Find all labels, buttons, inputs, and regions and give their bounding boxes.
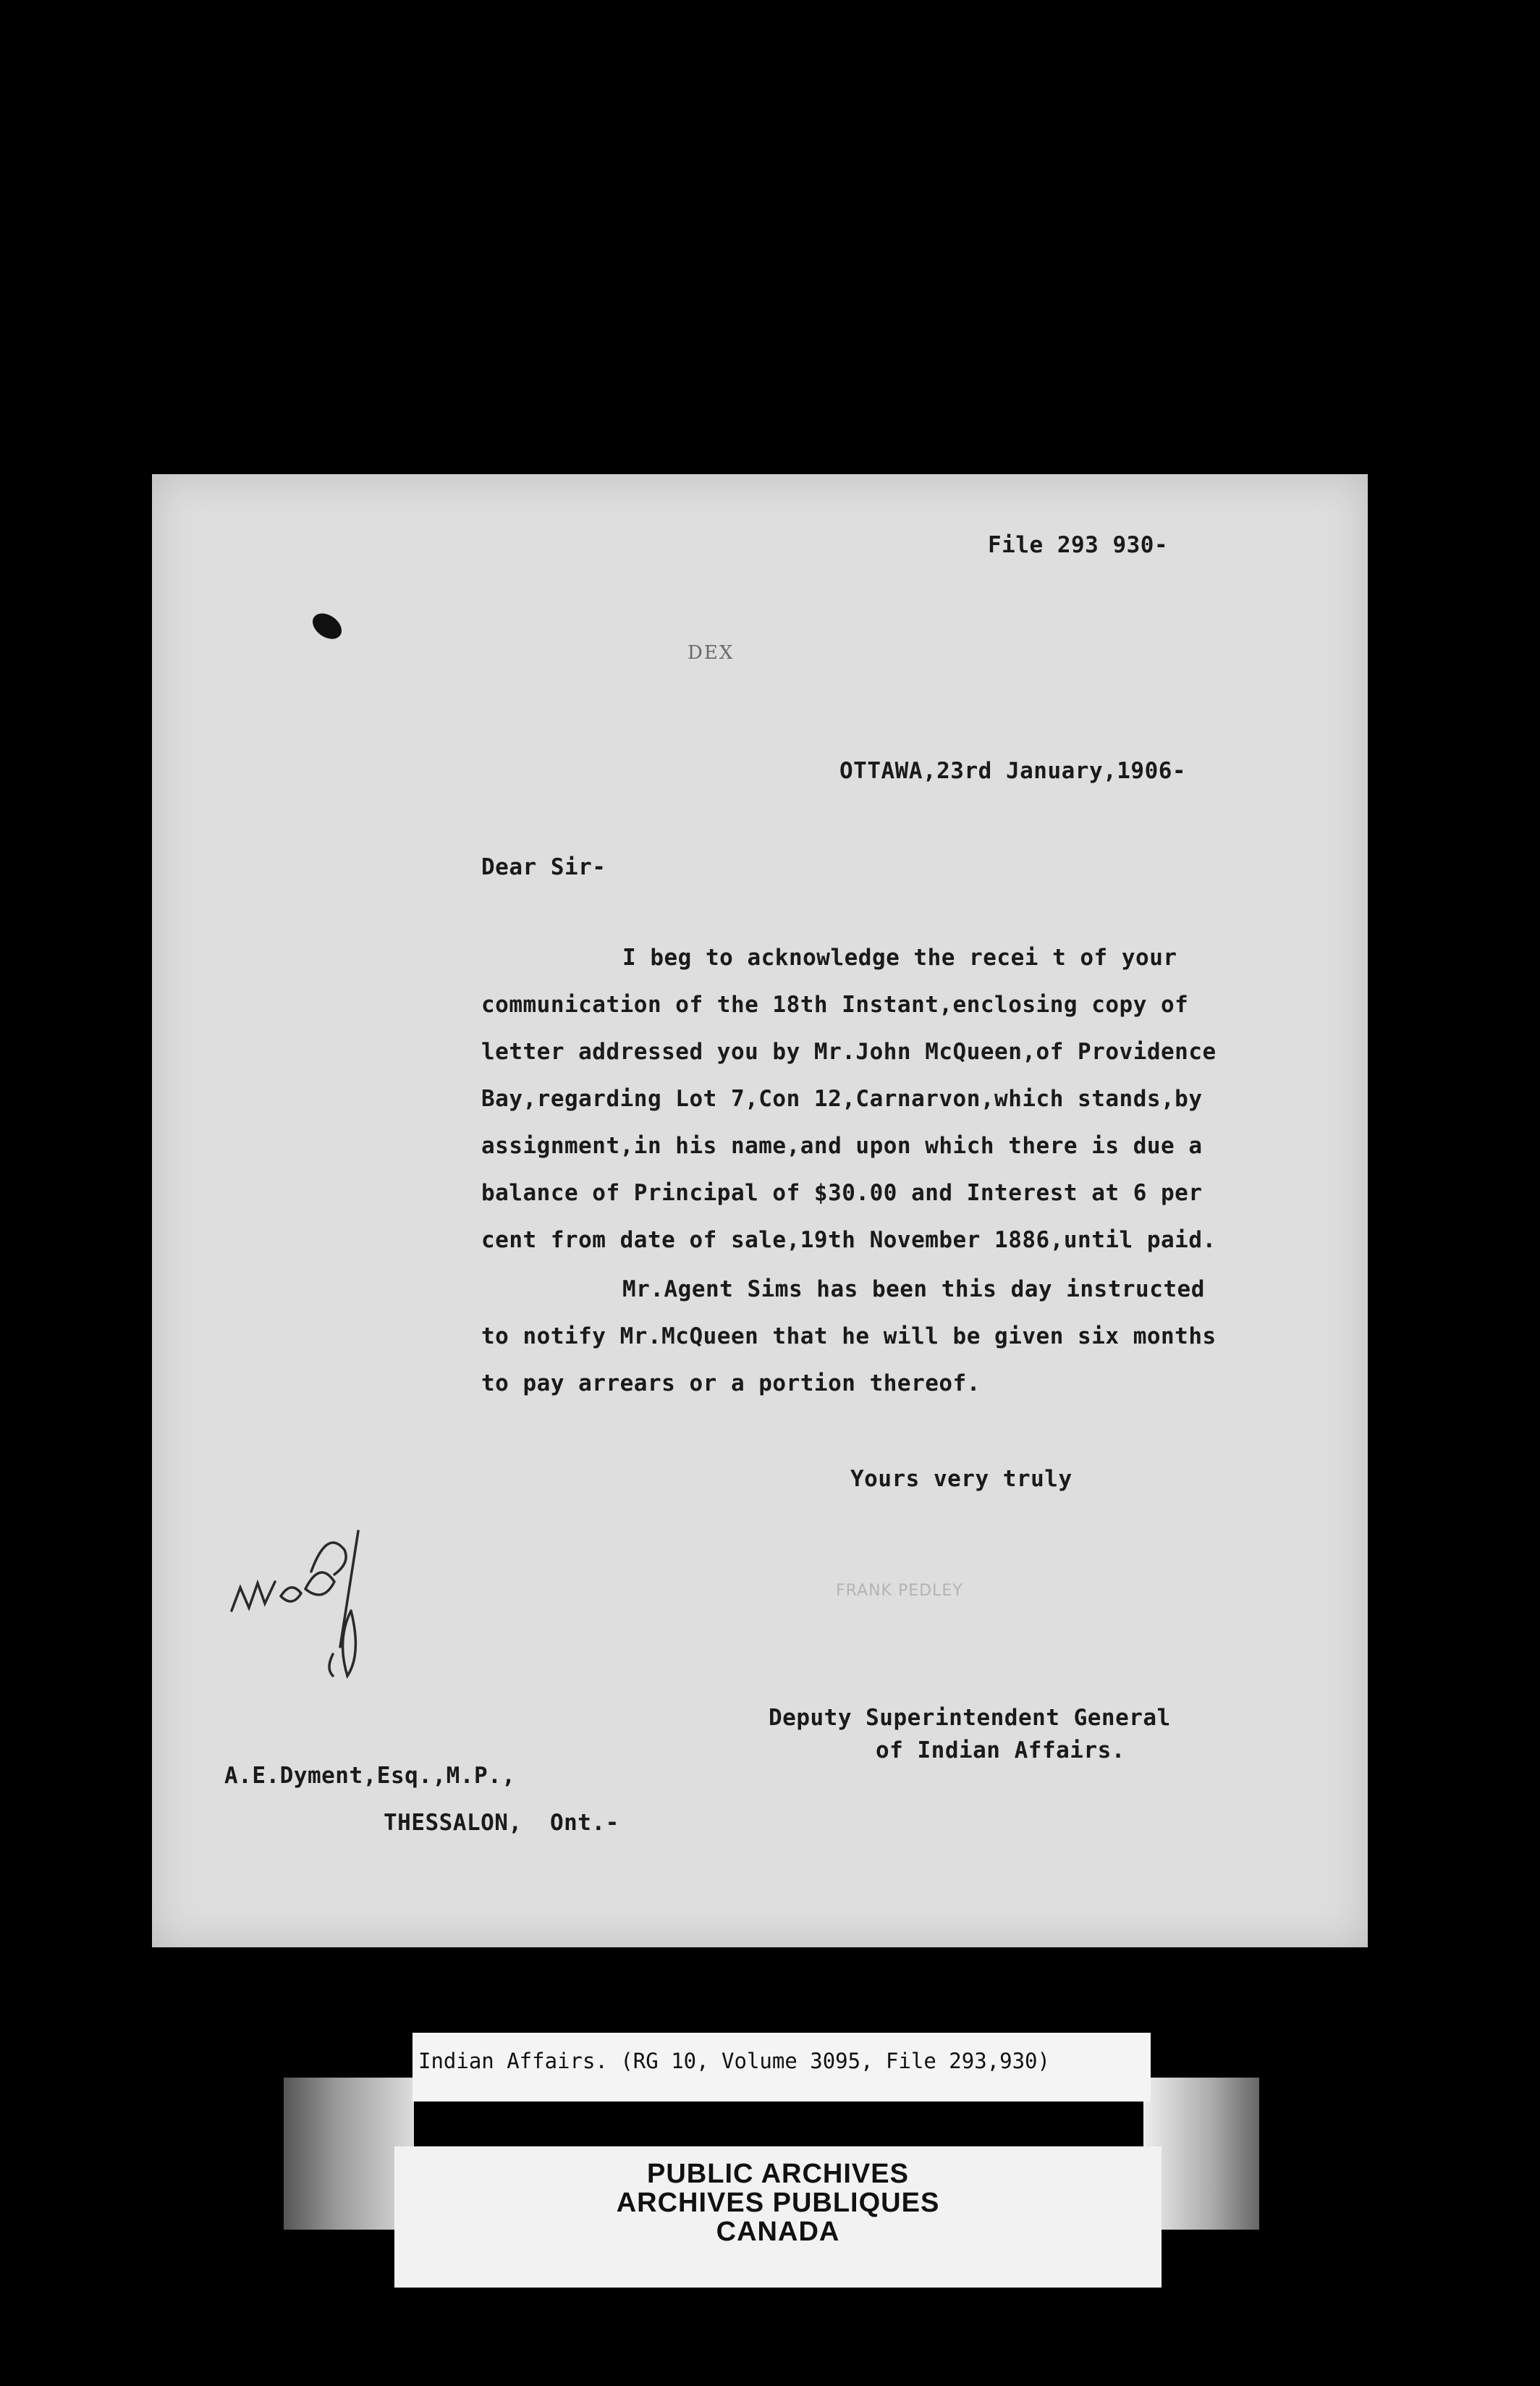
- archives-stamp-line-1: PUBLIC ARCHIVES: [647, 2159, 909, 2189]
- closing: Yours very truly: [850, 1466, 1072, 1492]
- body-line-6: balance of Principal of $30.00 and Interest at 6 per: [481, 1180, 1203, 1206]
- body-line-3: letter addressed you by Mr.John McQueen,of Providence: [481, 1039, 1217, 1065]
- signatory-title-1: Deputy Superintendent General: [769, 1705, 1171, 1731]
- body-line-8: Mr.Agent Sims has been this day instructed: [622, 1276, 1205, 1302]
- salutation: Dear Sir-: [481, 854, 606, 880]
- smudged-stamp: DEX: [688, 642, 735, 664]
- archives-stamp-line-2: ARCHIVES PUBLIQUES: [616, 2188, 940, 2218]
- body-line-9: to notify Mr.McQueen that he will be given six months: [481, 1323, 1217, 1349]
- body-line-1: I beg to acknowledge the recei t of your: [622, 945, 1177, 971]
- punch-hole: [308, 608, 346, 644]
- letter-page: [152, 474, 1368, 1947]
- body-line-4: Bay,regarding Lot 7,Con 12,Carnarvon,which stands,by: [481, 1086, 1203, 1112]
- handwritten-initials: [224, 1502, 384, 1690]
- body-line-5: assignment,in his name,and upon which there is due a: [481, 1133, 1203, 1159]
- place-date: OTTAWA,23rd January,1906-: [839, 758, 1187, 784]
- signature-stamp: FRANK PEDLEY: [836, 1582, 963, 1600]
- signatory-title-2: of Indian Affairs.: [876, 1737, 1125, 1763]
- archive-citation: Indian Affairs. (RG 10, Volume 3095, File 293,930): [418, 2049, 1050, 2073]
- file-reference: File 293 930-: [988, 532, 1169, 558]
- body-line-10: to pay arrears or a portion thereof.: [481, 1370, 981, 1396]
- body-line-2: communication of the 18th Instant,enclosing copy of: [481, 992, 1189, 1018]
- body-line-7: cent from date of sale,19th November 1886,until paid.: [481, 1227, 1217, 1253]
- recipient-name: A.E.Dyment,Esq.,M.P.,: [224, 1763, 516, 1789]
- archives-stamp-line-3: CANADA: [716, 2217, 840, 2247]
- recipient-place: THESSALON, Ont.-: [384, 1810, 619, 1836]
